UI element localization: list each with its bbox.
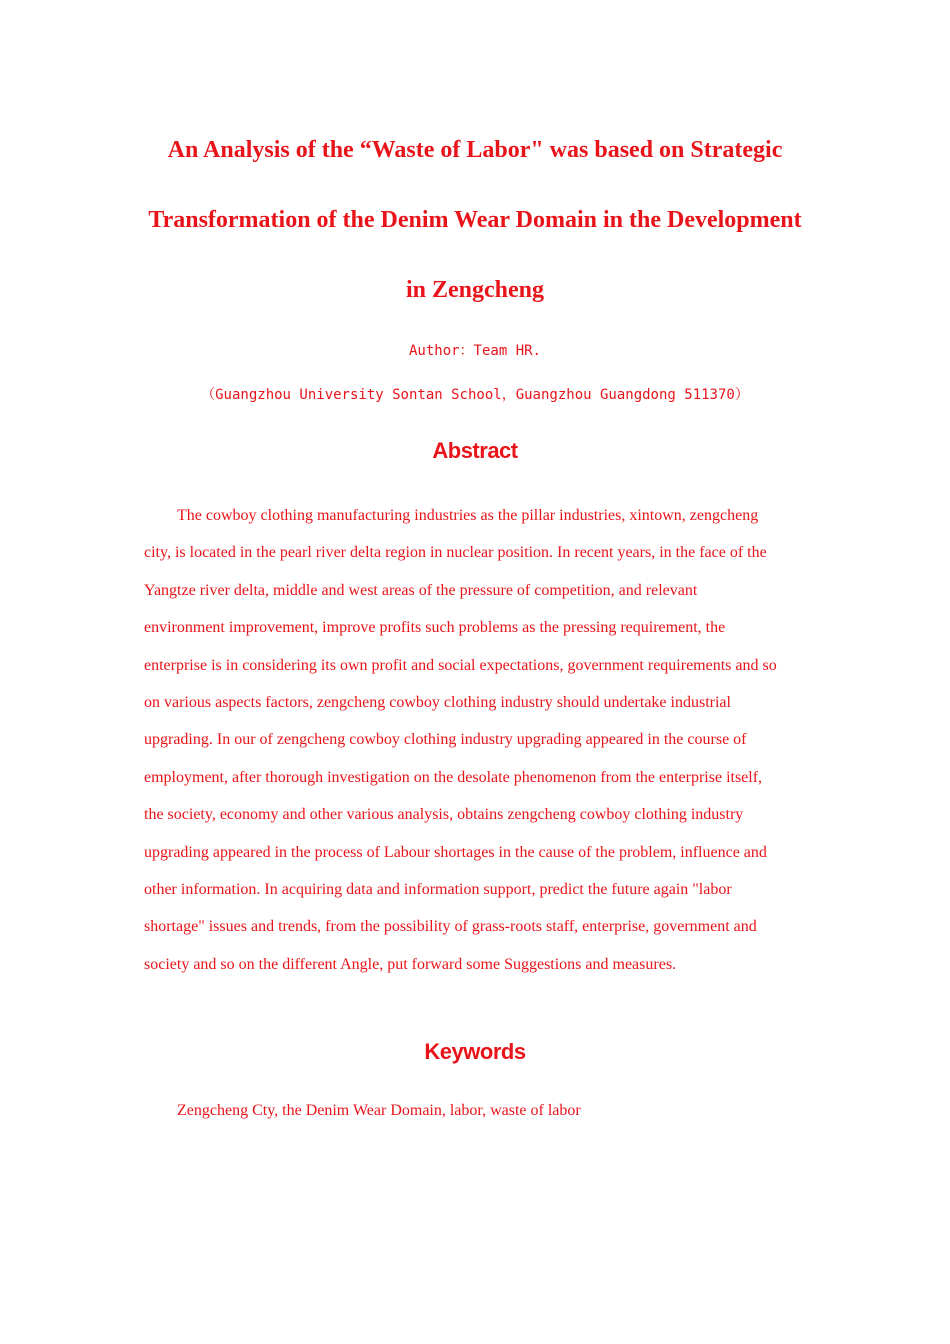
abstract-line: upgrading. In our of zengcheng cowboy clothing industry upgrading appeared in the course of [144,731,747,749]
abstract-line: society and so on the different Angle, put forward some Suggestions and measures. [144,955,677,973]
abstract-line: the society, economy and other various analysis, obtains zengcheng cowboy clothing industry [144,806,744,824]
abstract-line: Yangtze river delta, middle and west areas of the pressure of competition, and relevant [144,581,698,599]
abstract-body [144,497,809,983]
abstract-line: enterprise is in considering its own profit and social expectations, government requirements and so [144,656,777,674]
abstract-line: shortage" issues and trends, from the possibility of grass-roots staff, enterprise, government and [144,918,757,936]
abstract-line: other information. In acquiring data and information support, predict the future again "labor [144,881,732,899]
abstract-line: environment improvement, improve profits such problems as the pressing requirement, the [144,619,726,637]
abstract-line: on various aspects factors, zengcheng cowboy clothing industry should undertake industrial [144,694,731,712]
keywords-text: Zengcheng Cty, the Denim Wear Domain, labor, waste of labor [177,1102,581,1119]
title-line-1: An Analysis of the “Waste of Labor" was based on Strategic [167,137,783,163]
title-line-2: Transformation of the Denim Wear Domain in the Development [148,207,802,233]
affiliation-line: （Guangzhou University Sontan School，Guangzhou Guangdong 511370） [201,387,749,403]
author-line: Author：Team HR. [408,343,541,359]
title-line-3: in Zengcheng [405,277,545,303]
abstract-line: The cowboy clothing manufacturing industries as the pillar industries, xintown, zengcheng [177,507,759,524]
keywords-heading: Keywords [424,1039,526,1064]
abstract-line: upgrading appeared in the process of Labour shortages in the cause of the problem, influence and [144,843,767,861]
abstract-heading: Abstract [432,438,518,463]
abstract-line: city, is located in the pearl river delta region in nuclear position. In recent years, in the face of the [144,544,767,562]
abstract-line: employment, after thorough investigation on the desolate phenomenon from the enterprise itself, [144,768,763,786]
